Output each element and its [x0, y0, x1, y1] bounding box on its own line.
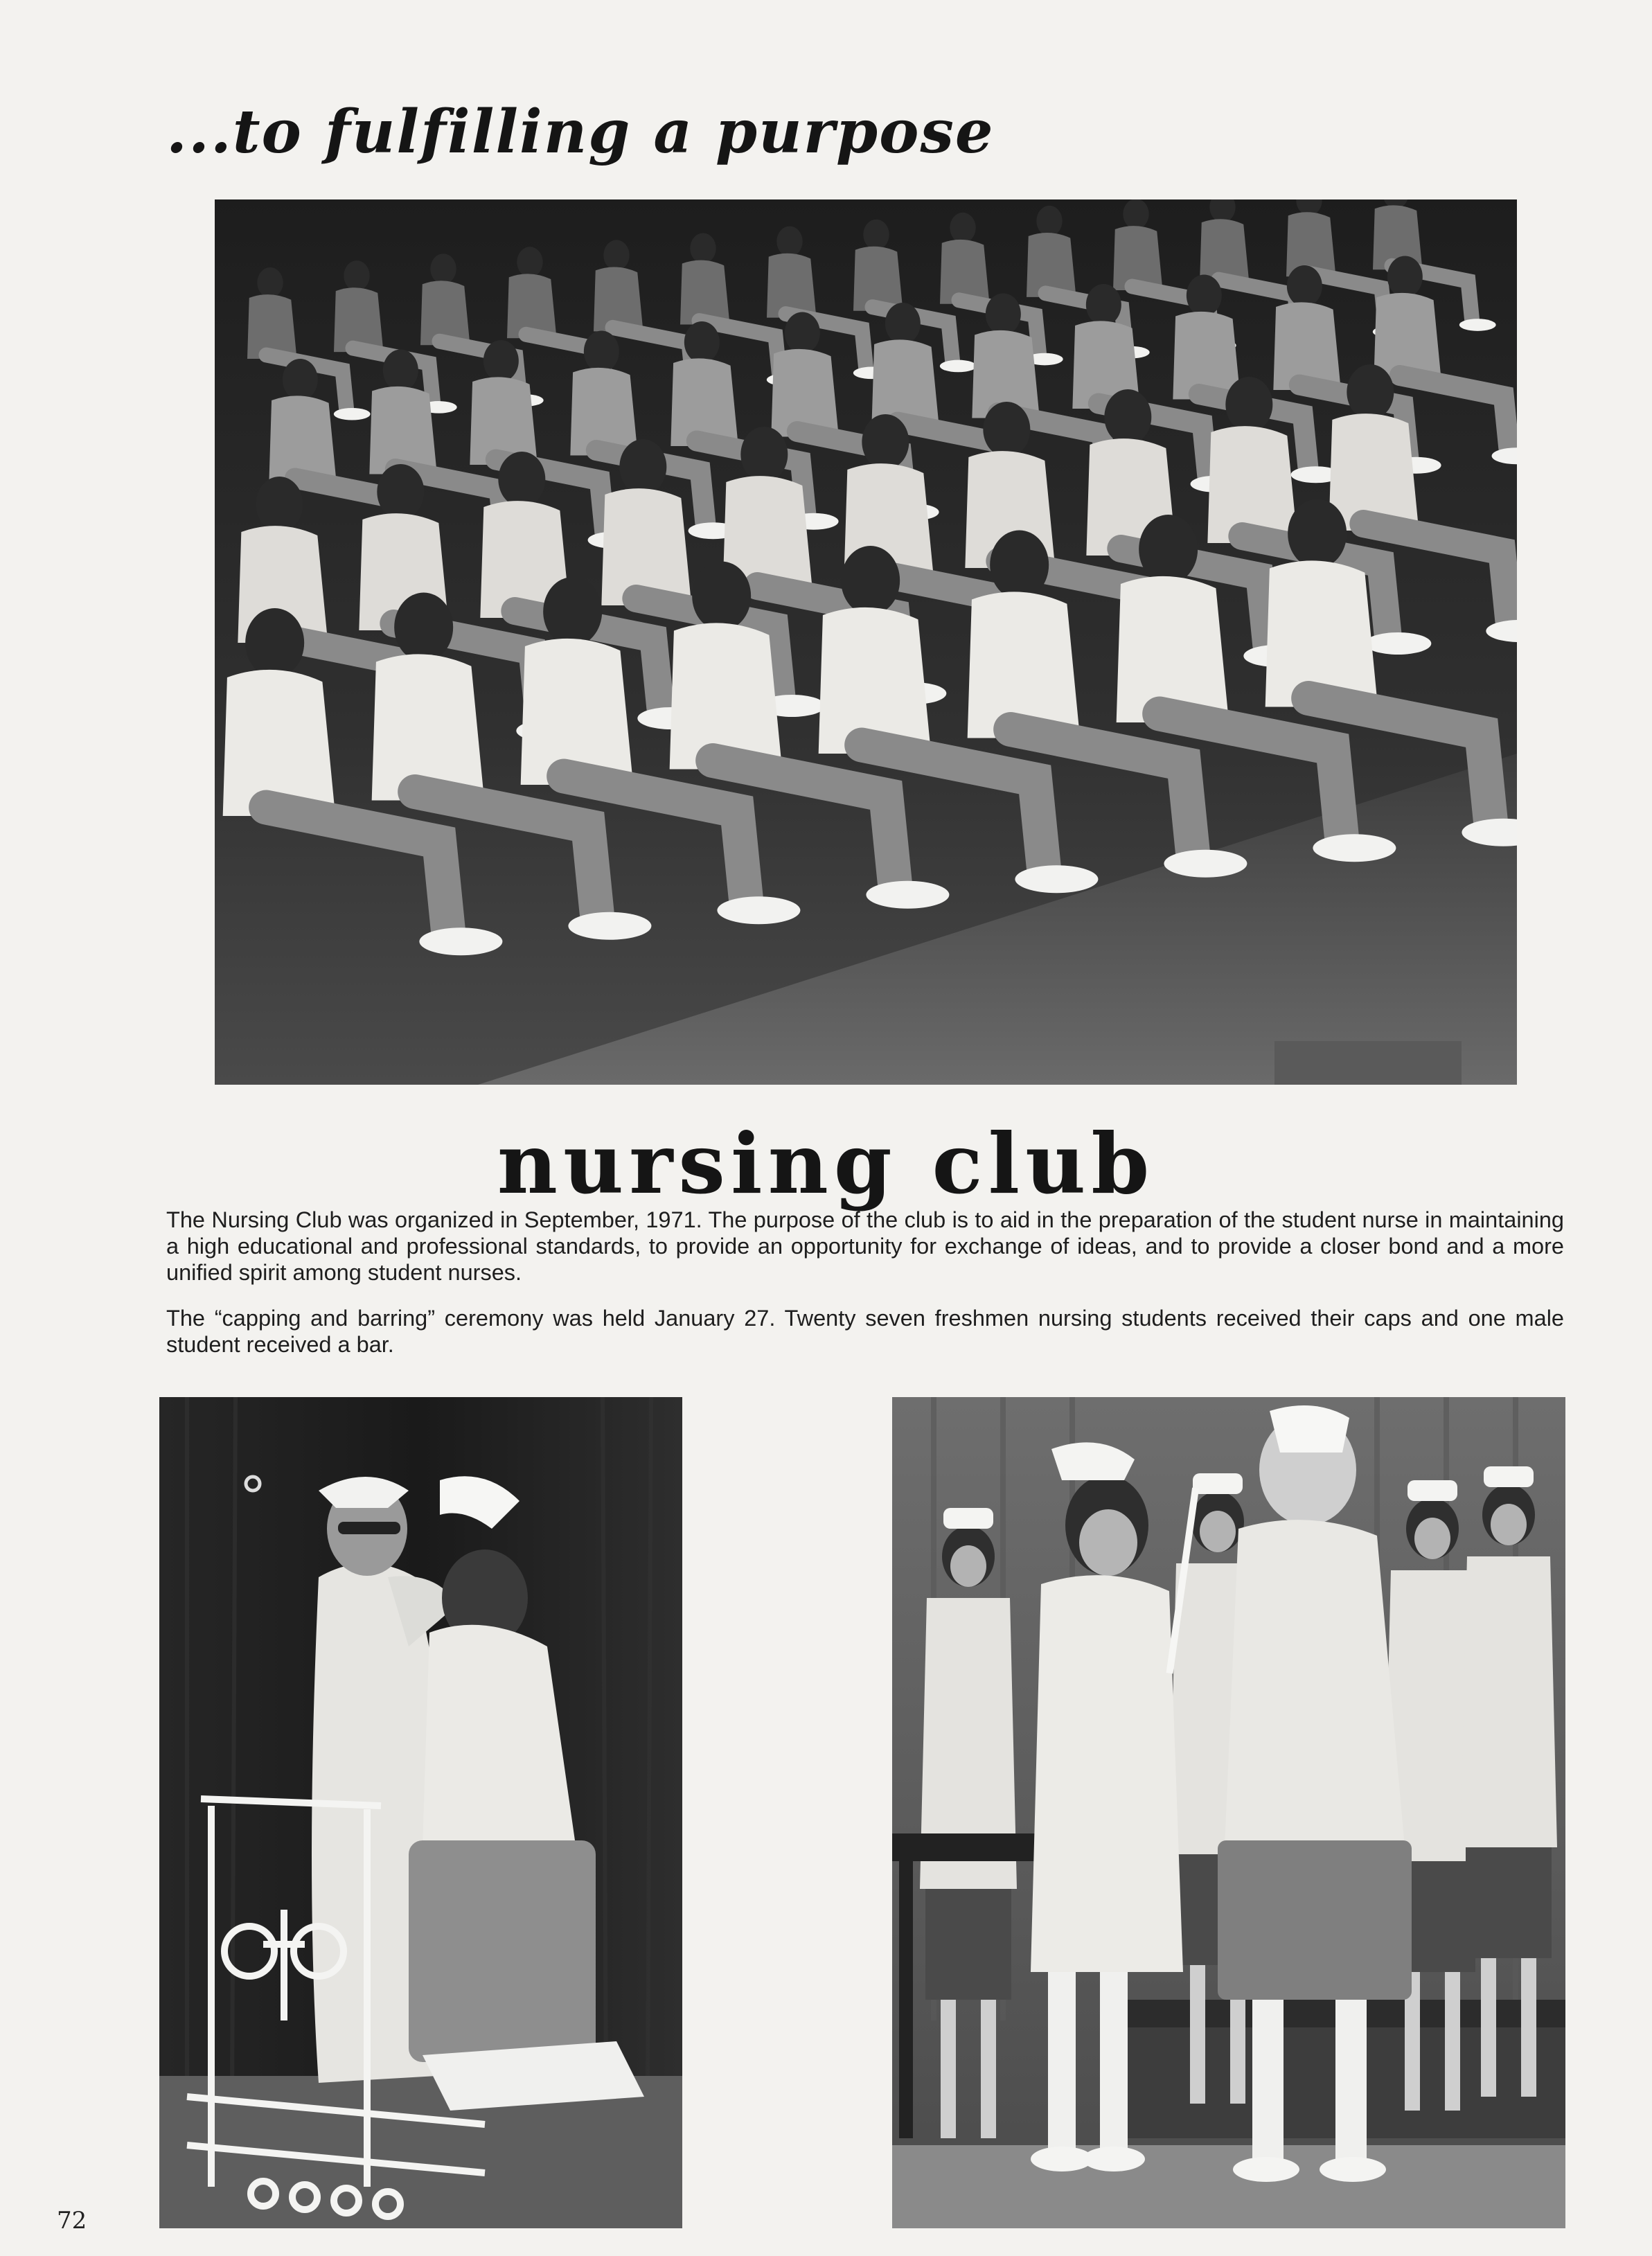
seated-students-photo — [215, 199, 1517, 1085]
bleed-through-heading — [1011, 109, 1031, 175]
page-heading: ...to fulfilling a purpose — [166, 97, 995, 167]
club-title: nursing club — [497, 1115, 1155, 1213]
ceremony-paragraph: The “capping and barring” ceremony was held January 27. Twenty seven freshmen nursing students received their caps and one male student received a bar. — [166, 1306, 1564, 1357]
page-number: 72 — [57, 2207, 87, 2235]
capping-illustration — [159, 1397, 682, 2228]
seated-students-illustration — [215, 199, 1517, 1085]
candle-lighting-photo — [892, 1397, 1565, 2228]
intro-paragraph: The Nursing Club was organized in September, 1971. The purpose of the club is to aid in the preparation of the student nurse in maintaining a high educational and professional standards, to provide an opportunity for exchange of ideas, and to provide a closer bond and a more unified spirit among student nurses. — [166, 1207, 1564, 1285]
candle-lighting-illustration — [892, 1397, 1565, 2228]
capping-ceremony-photo — [159, 1397, 682, 2228]
